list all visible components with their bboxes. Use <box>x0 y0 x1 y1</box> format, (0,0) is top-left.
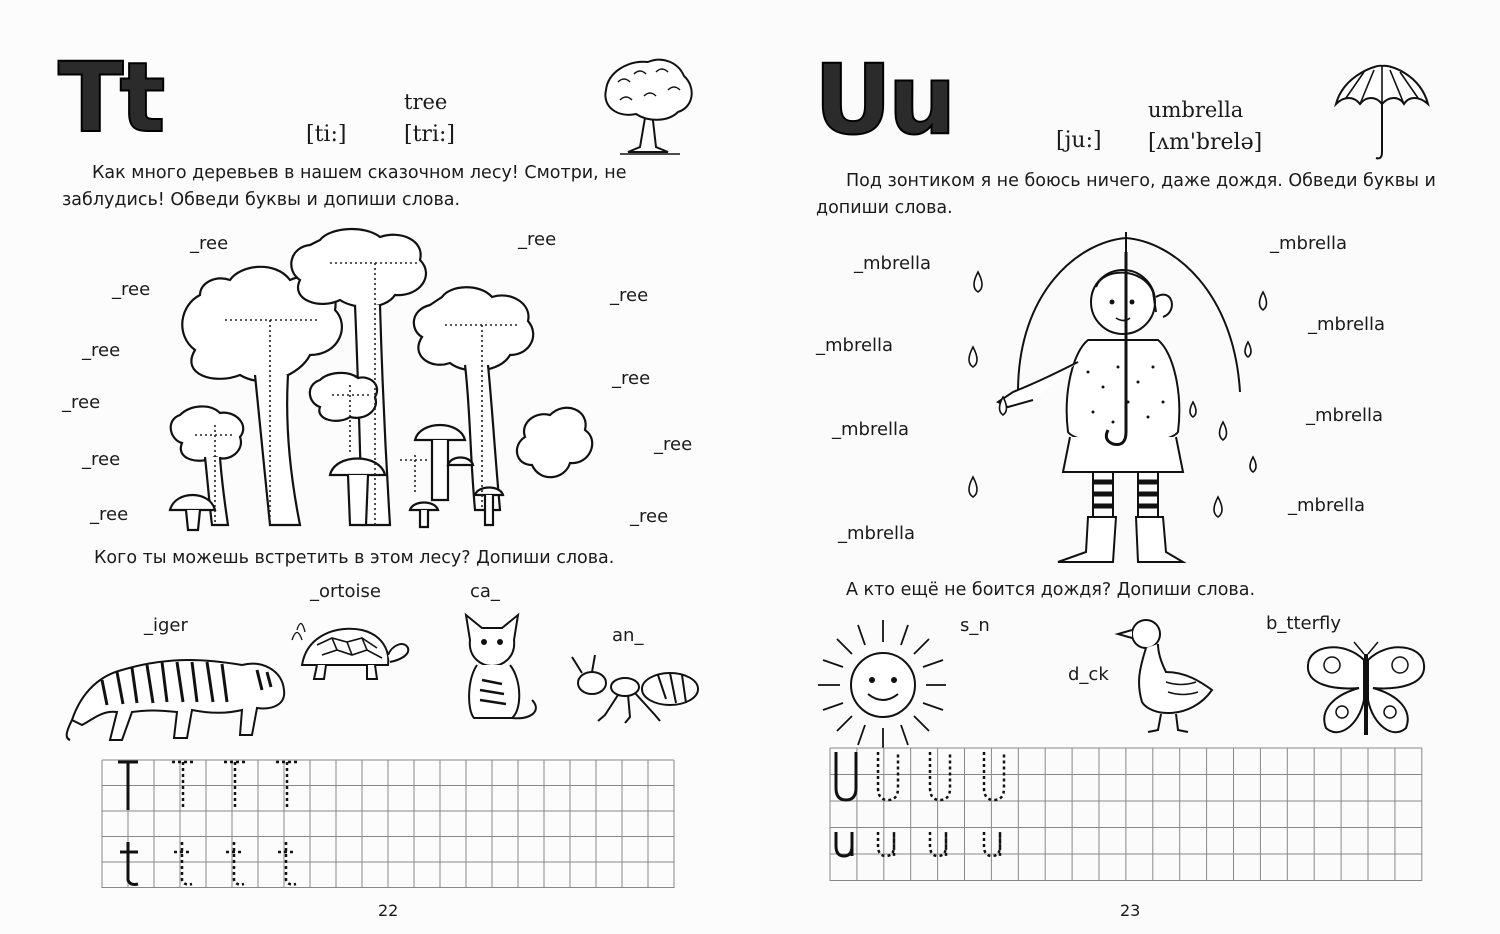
instruction-text: Как много деревьев в нашем сказочном лесу! Смотри, не заблудись! Обведи буквы и допиши слова. <box>62 163 627 210</box>
animal-label: an_ <box>612 625 644 646</box>
tree-illustration <box>598 52 698 157</box>
animal-label: _ortoise <box>310 581 381 602</box>
umbrella-illustration <box>1334 64 1430 164</box>
question-text: А кто ещё не боится дождя? Допиши слова. <box>846 580 1256 600</box>
animal-label: ca_ <box>470 581 500 602</box>
tree-label: _ree <box>654 434 693 455</box>
right-page <box>760 0 1500 934</box>
letter-heading: Tt <box>58 42 162 154</box>
tree-label: _ree <box>610 285 649 306</box>
item-label: d_ck <box>1068 664 1109 685</box>
letter-heading: Uu <box>814 44 953 156</box>
tree-label: _ree <box>518 229 557 250</box>
duck-illustration <box>1116 612 1216 737</box>
item-label: b_tterfly <box>1266 613 1342 634</box>
writing-grid <box>830 748 1426 884</box>
umbrella-label: _mbrella <box>832 419 910 440</box>
instruction-text: Под зонтиком я не боюсь ничего, даже дождя. Обведи буквы и допиши слова. <box>816 171 1436 218</box>
keyword: umbrella <box>1148 98 1244 122</box>
writing-grid <box>102 760 677 890</box>
umbrella-label: _mbrella <box>1288 495 1366 516</box>
butterfly-illustration <box>1304 640 1429 740</box>
keyword: tree <box>404 90 448 114</box>
question-text: Кого ты можешь встретить в этом лесу? Допиши слова. <box>94 548 615 568</box>
tree-label: _ree <box>82 340 121 361</box>
umbrella-label: _mbrella <box>838 523 916 544</box>
ant-illustration <box>570 655 705 725</box>
tree-label: _ree <box>612 368 651 389</box>
animal-label: _iger <box>144 615 188 636</box>
word-transcription: [ʌm'brelə] <box>1148 130 1263 155</box>
cat-illustration <box>452 610 542 725</box>
tree-label: _ree <box>90 504 129 525</box>
umbrella-label: _mbrella <box>1270 233 1348 254</box>
tiger-illustration <box>62 640 287 745</box>
sun-illustration <box>818 620 948 750</box>
tortoise-illustration <box>292 610 412 690</box>
letter-transcription: [ju:] <box>1056 128 1102 153</box>
umbrella-label: _mbrella <box>1306 405 1384 426</box>
tree-label: _ree <box>82 449 121 470</box>
item-label: s_n <box>960 615 990 636</box>
tree-label: _ree <box>112 279 151 300</box>
tree-label: _ree <box>190 233 229 254</box>
letter-transcription: [ti:] <box>306 122 347 147</box>
forest-illustration <box>170 225 610 535</box>
word-transcription: [tri:] <box>404 122 455 147</box>
tree-label: _ree <box>62 392 101 413</box>
umbrella-label: _mbrella <box>854 253 932 274</box>
girl-umbrella-illustration <box>978 232 1274 572</box>
tree-label: _ree <box>630 506 669 527</box>
umbrella-label: _mbrella <box>816 335 894 356</box>
page-number: 23 <box>1120 901 1141 920</box>
page-number: 22 <box>378 901 399 920</box>
umbrella-label: _mbrella <box>1308 314 1386 335</box>
